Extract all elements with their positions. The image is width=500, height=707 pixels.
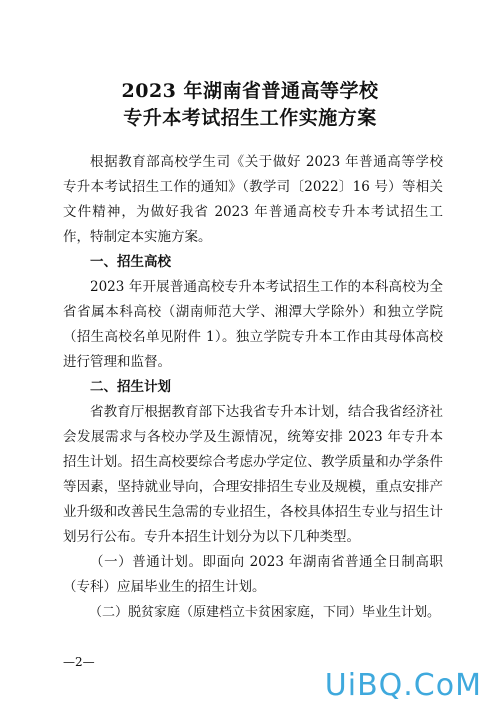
item1-paragraph: （一）普通计划。即面向 2023 年湖南省普通全日制高职（专科）应届毕业生的招生计划。 <box>63 554 443 595</box>
section1-heading: 一、招生高校 <box>90 254 171 270</box>
intro-paragraph: 根据教育部高校学生司《关于做好 2023 年普通高等学校专升本考试招生工作的通知》（教学司〔2022〕16 号）等相关文件精神，为做好我省 2023 年普通高校专升本考试招生工作，特制定本实施方案。 <box>63 154 443 245</box>
item2-paragraph: （二）脱贫家庭（原建档立卡贫困家庭，下同）毕业生计划。 <box>89 605 441 620</box>
section2-paragraph: 省教育厅根据教育部下达我省专升本计划，结合我省经济社会发展需求与各校办学及生源情况，统筹安排 2023 年专升本招生计划。招生高校要综合考虑办学定位、教学质量和办学条件等因素，坚持就业导向，合理安排招生专业及规模，重点安排产业升级和改善民生急需的专业招生，各校具体招生专业与招生计划另行公布。专升本招生计划分为以下几种类型。 <box>63 404 443 545</box>
document-title-line2: 专升本考试招生工作实施方案 <box>123 107 377 129</box>
page-number: —2— <box>63 655 95 669</box>
document-title-line1: 2023 年湖南省普通高等学校 <box>121 80 379 102</box>
document-body <box>63 150 443 625</box>
watermark-logo: UiBQ.CoM <box>324 668 482 703</box>
section1-paragraph: 2023 年开展普通高校专升本考试招生工作的本科高校为全省省属本科高校（湖南师范大学、湘潭大学除外）和独立学院（招生高校名单见附件 1）。独立学院专升本工作由其母体高校进行管理和监督。 <box>63 279 443 370</box>
section2-heading: 二、招生计划 <box>90 379 171 395</box>
